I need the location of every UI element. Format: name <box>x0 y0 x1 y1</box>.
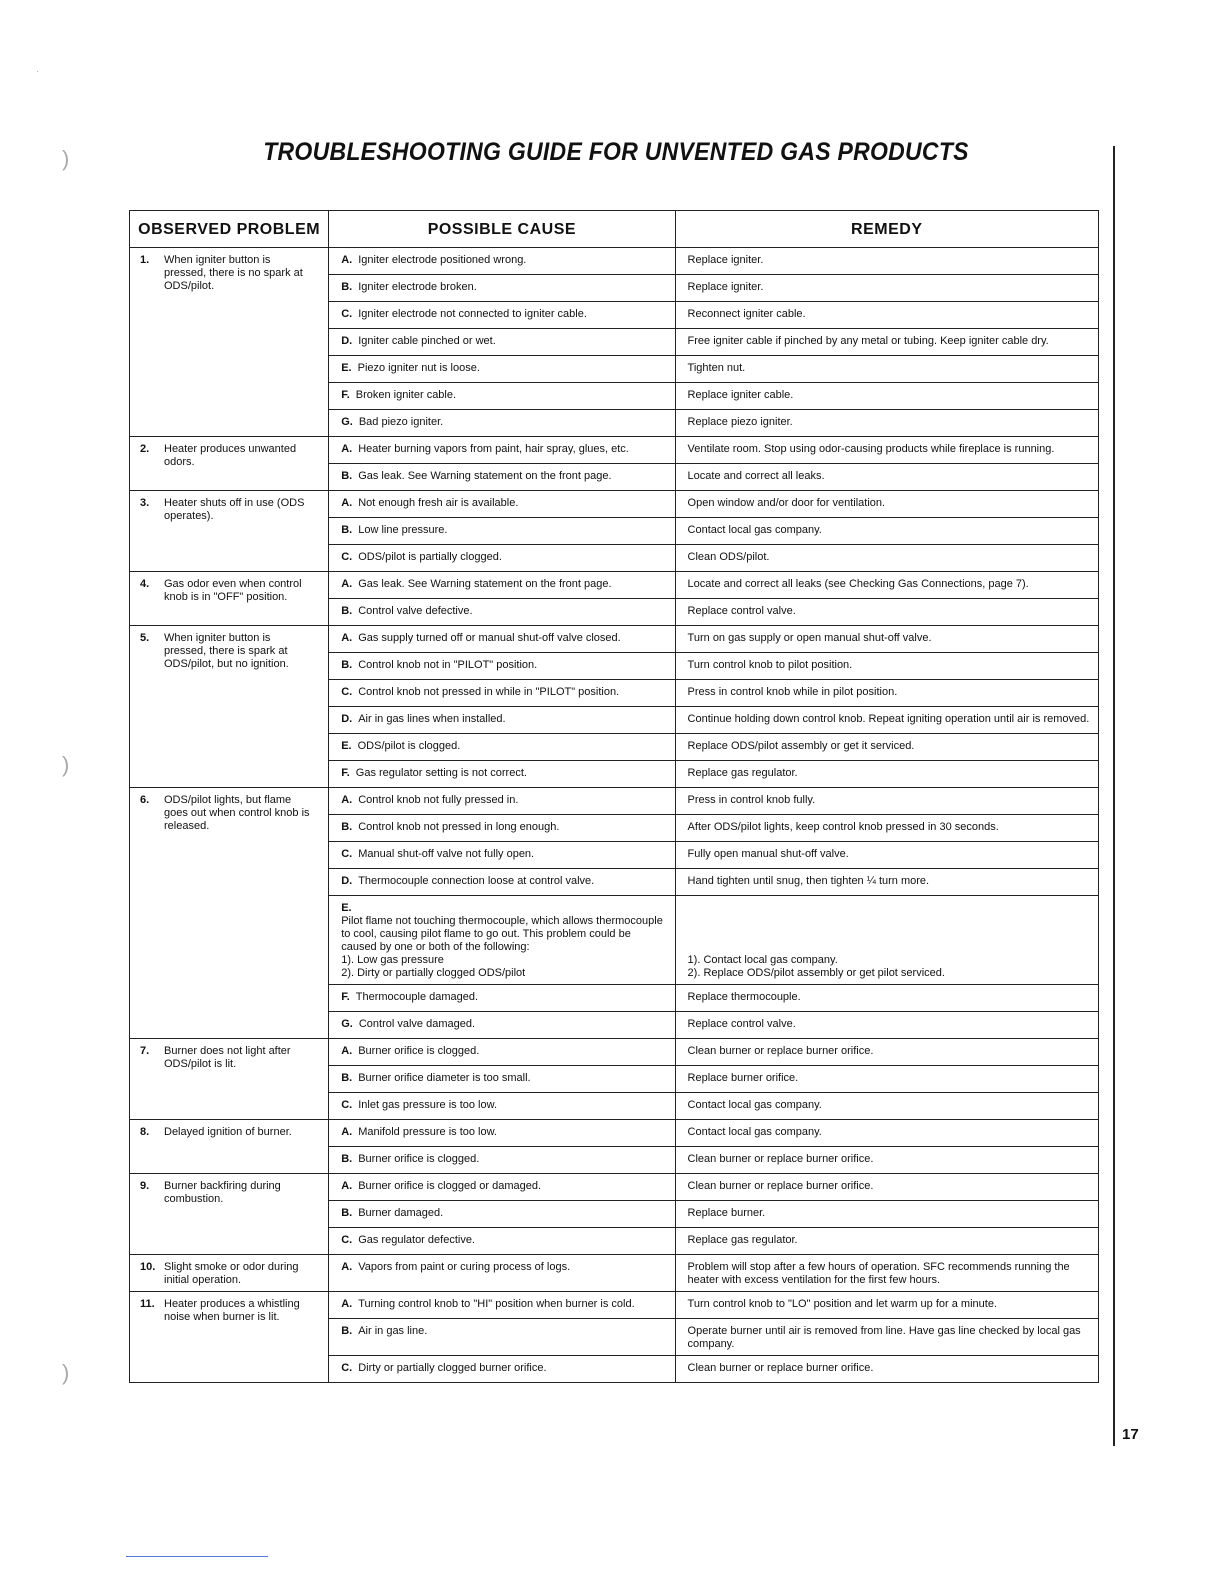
remedy-cell <box>675 302 1098 329</box>
table-row <box>130 437 1099 464</box>
remedy-cell <box>675 410 1098 437</box>
possible-cause-cell <box>329 356 675 383</box>
cause-letter: A. <box>341 632 353 644</box>
observed-problem-cell <box>130 248 329 437</box>
remedy-cell <box>675 1147 1098 1174</box>
remedy-text: Turn control knob to "LO" position and let warm up for a minute. <box>687 1298 997 1310</box>
observed-problem-cell <box>130 626 329 788</box>
cause-text: Vapors from paint or curing process of logs. <box>358 1261 571 1273</box>
remedy-text: Replace burner. <box>687 1207 766 1219</box>
cause-letter: C. <box>341 308 353 320</box>
remedy-cell <box>675 383 1098 410</box>
possible-cause-cell <box>329 788 675 815</box>
cause-text: Bad piezo igniter. <box>358 416 444 428</box>
problem-number: 9. <box>140 1180 150 1192</box>
remedy-text: Clean burner or replace burner orifice. <box>687 1180 874 1192</box>
possible-cause-cell <box>329 1120 675 1147</box>
cause-text: Gas supply turned off or manual shut-off valve closed. <box>358 632 621 644</box>
cause-letter: B. <box>341 605 353 617</box>
possible-cause-cell <box>329 707 675 734</box>
cause-letter: B. <box>341 659 353 671</box>
problem-number: 2. <box>140 443 150 455</box>
possible-cause-cell <box>329 734 675 761</box>
remedy-cell <box>675 599 1098 626</box>
page-title: TROUBLESHOOTING GUIDE FOR UNVENTED GAS PRODUCTS <box>263 138 969 166</box>
possible-cause-cell <box>329 518 675 545</box>
possible-cause-cell <box>329 1255 675 1292</box>
possible-cause-cell <box>329 1356 675 1383</box>
remedy-text: Contact local gas company. <box>687 1126 822 1138</box>
cause-text: Gas leak. See Warning statement on the front page. <box>358 470 612 482</box>
possible-cause-cell <box>329 410 675 437</box>
cause-text: Igniter electrode broken. <box>358 281 477 293</box>
remedy-cell <box>675 1066 1098 1093</box>
remedy-cell <box>675 1120 1098 1147</box>
possible-cause-cell <box>329 545 675 572</box>
remedy-text: Replace control valve. <box>687 1018 796 1030</box>
cause-text: ODS/pilot is partially clogged. <box>358 551 502 563</box>
cause-letter: D. <box>341 713 353 725</box>
remedy-text: Open window and/or door for ventilation. <box>687 497 886 509</box>
remedy-cell <box>675 329 1098 356</box>
remedy-cell <box>675 1319 1098 1356</box>
problem-number: 1. <box>140 254 150 266</box>
problem-number: 5. <box>140 632 150 644</box>
cause-text: Control knob not pressed in long enough. <box>358 821 560 833</box>
cause-text: Manual shut-off valve not fully open. <box>358 848 535 860</box>
remedy-text: Clean burner or replace burner orifice. <box>687 1045 874 1057</box>
cause-letter: A. <box>341 443 353 455</box>
cause-text: Igniter electrode not connected to igniter cable. <box>358 308 587 320</box>
remedy-cell <box>675 518 1098 545</box>
table-row <box>130 788 1099 815</box>
remedy-cell <box>675 572 1098 599</box>
remedy-cell <box>675 248 1098 275</box>
remedy-text: Replace igniter. <box>687 254 764 266</box>
table-row <box>130 1120 1099 1147</box>
cause-text: Low line pressure. <box>358 524 448 536</box>
possible-cause-cell <box>329 1292 675 1319</box>
remedy-text: Clean ODS/pilot. <box>687 551 770 563</box>
cause-letter: A. <box>341 1298 353 1310</box>
remedy-text: Replace igniter cable. <box>687 389 794 401</box>
possible-cause-cell <box>329 653 675 680</box>
cause-text: Igniter cable pinched or wet. <box>358 335 496 347</box>
remedy-text: Press in control knob while in pilot position. <box>687 686 898 698</box>
remedy-text: Clean burner or replace burner orifice. <box>687 1153 874 1165</box>
possible-cause-cell <box>329 761 675 788</box>
remedy-cell <box>675 1292 1098 1319</box>
observed-problem-cell <box>130 1292 329 1383</box>
remedy-cell <box>675 680 1098 707</box>
observed-problem-cell <box>130 1174 329 1255</box>
remedy-cell <box>675 491 1098 518</box>
possible-cause-cell <box>329 329 675 356</box>
cause-text: Burner orifice is clogged or damaged. <box>358 1180 542 1192</box>
cause-text: Burner damaged. <box>358 1207 444 1219</box>
remedy-text: Replace ODS/pilot assembly or get it serviced. <box>687 740 915 752</box>
possible-cause-cell <box>329 1039 675 1066</box>
remedy-text: Locate and correct all leaks (see Checking Gas Connections, page 7). <box>687 578 1029 590</box>
cause-text: Control valve damaged. <box>358 1018 476 1030</box>
remedy-cell <box>675 626 1098 653</box>
cause-letter: E. <box>341 740 352 752</box>
cause-letter: C. <box>341 1362 353 1374</box>
cause-letter: A. <box>341 578 353 590</box>
problem-number: 3. <box>140 497 150 509</box>
possible-cause-cell <box>329 599 675 626</box>
cause-text: Burner orifice is clogged. <box>358 1153 480 1165</box>
problem-text: Delayed ignition of burner. <box>164 1126 292 1138</box>
remedy-cell <box>675 356 1098 383</box>
remedy-text: Continue holding down control knob. Repeat igniting operation until air is removed. <box>687 713 1090 725</box>
remedy-text: Replace control valve. <box>687 605 796 617</box>
possible-cause-cell <box>329 1147 675 1174</box>
remedy-cell <box>675 815 1098 842</box>
possible-cause-cell <box>329 1093 675 1120</box>
remedy-text: Contact local gas company. <box>687 524 822 536</box>
problem-number: 7. <box>140 1045 150 1057</box>
header-observed-problem: OBSERVED PROBLEM <box>130 211 329 248</box>
table-row <box>130 1039 1099 1066</box>
remedy-text: Reconnect igniter cable. <box>687 308 806 320</box>
observed-problem-cell <box>130 572 329 626</box>
cause-letter: B. <box>341 821 353 833</box>
remedy-text: Turn control knob to pilot position. <box>687 659 853 671</box>
problem-number: 11. <box>140 1298 155 1310</box>
margin-punch-mark: ) <box>62 146 70 171</box>
remedy-cell <box>675 1039 1098 1066</box>
possible-cause-cell <box>329 572 675 599</box>
possible-cause-cell <box>329 1228 675 1255</box>
remedy-cell <box>675 842 1098 869</box>
remedy-text: Tighten nut. <box>687 362 746 374</box>
possible-cause-cell <box>329 1174 675 1201</box>
remedy-cell <box>675 761 1098 788</box>
cause-text: Burner orifice diameter is too small. <box>358 1072 531 1084</box>
header-possible-cause: POSSIBLE CAUSE <box>329 211 675 248</box>
observed-problem-cell <box>130 437 329 491</box>
remedy-text: After ODS/pilot lights, keep control knob pressed in 30 seconds. <box>687 821 999 833</box>
cause-letter: A. <box>341 1126 353 1138</box>
possible-cause-cell <box>329 383 675 410</box>
problem-text: Burner backfiring during combustion. <box>164 1180 281 1205</box>
possible-cause-cell <box>329 842 675 869</box>
observed-problem-cell <box>130 1039 329 1120</box>
problem-text: Heater shuts off in use (ODS operates). <box>164 497 305 522</box>
remedy-cell <box>675 1012 1098 1039</box>
cause-letter: G. <box>341 1018 353 1030</box>
table-body <box>130 248 1099 1383</box>
possible-cause-cell <box>329 275 675 302</box>
cause-letter: A. <box>341 497 353 509</box>
possible-cause-cell <box>329 437 675 464</box>
possible-cause-cell <box>329 815 675 842</box>
margin-punch-mark: ) <box>62 752 70 777</box>
possible-cause-cell <box>329 1319 675 1356</box>
remedy-text: Replace gas regulator. <box>687 767 798 779</box>
observed-problem-cell <box>130 788 329 1039</box>
remedy-cell <box>675 437 1098 464</box>
cause-letter: B. <box>341 1207 353 1219</box>
cause-letter: A. <box>341 254 353 266</box>
cause-letter: E. <box>341 362 352 374</box>
remedy-cell <box>675 275 1098 302</box>
cause-letter: D. <box>341 875 353 887</box>
remedy-text: Replace burner orifice. <box>687 1072 799 1084</box>
problem-text: When igniter button is pressed, there is no spark at ODS/pilot. <box>164 254 303 292</box>
cause-letter: B. <box>341 1325 353 1337</box>
table-row <box>130 1292 1099 1319</box>
remedy-cell <box>675 707 1098 734</box>
cause-letter: C. <box>341 1234 353 1246</box>
page-number: 17 <box>1122 1426 1139 1443</box>
header-row <box>130 211 1099 248</box>
cause-text: Dirty or partially clogged burner orifice. <box>358 1362 547 1374</box>
cause-letter: B. <box>341 1072 353 1084</box>
problem-text: Heater produces unwanted odors. <box>164 443 297 468</box>
observed-problem-cell <box>130 491 329 572</box>
remedy-text: Turn on gas supply or open manual shut-off valve. <box>687 632 932 644</box>
remedy-text: Replace thermocouple. <box>687 991 801 1003</box>
cause-letter: F. <box>341 991 350 1003</box>
margin-punch-mark: ) <box>62 1360 70 1385</box>
remedy-cell <box>675 734 1098 761</box>
cause-letter: D. <box>341 335 353 347</box>
remedy-text: Locate and correct all leaks. <box>687 470 825 482</box>
cause-text: Control knob not in "PILOT" position. <box>358 659 538 671</box>
cause-letter: B. <box>341 281 353 293</box>
cause-letter: E. <box>341 902 352 914</box>
remedy-text: Operate burner until air is removed from line. Have gas line checked by local gas company. <box>687 1325 1081 1350</box>
table-row <box>130 1255 1099 1292</box>
observed-problem-cell <box>130 1255 329 1292</box>
cause-letter: B. <box>341 1153 353 1165</box>
remedy-cell <box>675 985 1098 1012</box>
cause-text: Gas regulator setting is not correct. <box>355 767 527 779</box>
problem-text: Burner does not light after ODS/pilot is lit. <box>164 1045 291 1070</box>
possible-cause-cell <box>329 1012 675 1039</box>
cause-text: Gas leak. See Warning statement on the front page. <box>358 578 612 590</box>
table-row <box>130 248 1099 275</box>
remedy-cell <box>675 896 1098 985</box>
table-row <box>130 572 1099 599</box>
observed-problem-cell <box>130 1120 329 1174</box>
remedy-cell <box>675 1356 1098 1383</box>
cause-text: Control knob not fully pressed in. <box>358 794 519 806</box>
remedy-cell <box>675 1093 1098 1120</box>
cause-letter: A. <box>341 1180 353 1192</box>
remedy-text: Fully open manual shut-off valve. <box>687 848 849 860</box>
remedy-cell <box>675 869 1098 896</box>
cause-text: Air in gas line. <box>358 1325 428 1337</box>
cause-text: ODS/pilot is clogged. <box>357 740 461 752</box>
cause-text: Thermocouple damaged. <box>355 991 479 1003</box>
remedy-text: Press in control knob fully. <box>687 794 816 806</box>
cause-text: Not enough fresh air is available. <box>358 497 519 509</box>
problem-text: Gas odor even when control knob is in "OFF" position. <box>164 578 302 603</box>
cause-letter: B. <box>341 524 353 536</box>
problem-text: When igniter button is pressed, there is spark at ODS/pilot, but no ignition. <box>164 632 289 670</box>
remedy-text: Replace gas regulator. <box>687 1234 798 1246</box>
cause-letter: F. <box>341 389 350 401</box>
remedy-cell <box>675 788 1098 815</box>
cause-letter: A. <box>341 1045 353 1057</box>
margin-speck: · <box>36 66 40 77</box>
remedy-cell <box>675 464 1098 491</box>
possible-cause-cell <box>329 869 675 896</box>
problem-number: 8. <box>140 1126 150 1138</box>
possible-cause-cell <box>329 985 675 1012</box>
remedy-text: Free igniter cable if pinched by any metal or tubing. Keep igniter cable dry. <box>687 335 1049 347</box>
possible-cause-cell <box>329 626 675 653</box>
possible-cause-cell <box>329 302 675 329</box>
problem-text: Heater produces a whistling noise when burner is lit. <box>164 1298 300 1323</box>
problem-number: 10. <box>140 1261 156 1273</box>
remedy-text: 1). Contact local gas company. 2). Replace ODS/pilot assembly or get pilot serviced. <box>687 954 945 979</box>
footer-link-line <box>126 1556 268 1557</box>
cause-letter: A. <box>341 794 353 806</box>
cause-letter: C. <box>341 848 353 860</box>
header-remedy: REMEDY <box>675 211 1098 248</box>
remedy-text: Clean burner or replace burner orifice. <box>687 1362 874 1374</box>
possible-cause-cell <box>329 464 675 491</box>
cause-text: Manifold pressure is too low. <box>358 1126 497 1138</box>
remedy-text: Contact local gas company. <box>687 1099 822 1111</box>
cause-text: Burner orifice is clogged. <box>358 1045 480 1057</box>
right-margin-rule <box>1113 146 1115 1446</box>
possible-cause-cell <box>329 491 675 518</box>
cause-letter: C. <box>341 686 353 698</box>
remedy-cell <box>675 1228 1098 1255</box>
possible-cause-cell <box>329 896 675 985</box>
problem-text: ODS/pilot lights, but flame goes out when control knob is released. <box>164 794 310 832</box>
cause-letter: A. <box>341 1261 353 1273</box>
remedy-text: Ventilate room. Stop using odor-causing products while fireplace is running. <box>687 443 1055 455</box>
cause-letter: B. <box>341 470 353 482</box>
remedy-cell <box>675 1201 1098 1228</box>
cause-text: Thermocouple connection loose at control valve. <box>358 875 595 887</box>
cause-text: Pilot flame not touching thermocouple, which allows thermocouple to cool, causing pilot flame to go out. This problem could be caused by one or both of the following: 1). Low gas pressure 2). Dirty or partially clogged ODS/pilot <box>341 915 663 979</box>
problem-number: 4. <box>140 578 150 590</box>
cause-text: Gas regulator defective. <box>358 1234 475 1246</box>
cause-text: Air in gas lines when installed. <box>358 713 506 725</box>
remedy-cell <box>675 653 1098 680</box>
table-row <box>130 491 1099 518</box>
possible-cause-cell <box>329 1201 675 1228</box>
problem-number: 6. <box>140 794 150 806</box>
cause-text: Broken igniter cable. <box>355 389 457 401</box>
table-row <box>130 1174 1099 1201</box>
troubleshooting-table <box>129 210 1099 1383</box>
cause-letter: G. <box>341 416 353 428</box>
cause-text: Inlet gas pressure is too low. <box>358 1099 497 1111</box>
possible-cause-cell <box>329 1066 675 1093</box>
cause-text: Control knob not pressed in while in "PILOT" position. <box>358 686 620 698</box>
remedy-text: Replace igniter. <box>687 281 764 293</box>
cause-letter: C. <box>341 1099 353 1111</box>
possible-cause-cell <box>329 680 675 707</box>
remedy-text: Replace piezo igniter. <box>687 416 793 428</box>
problem-text: Slight smoke or odor during initial operation. <box>164 1261 299 1286</box>
table-row <box>130 626 1099 653</box>
remedy-cell <box>675 1255 1098 1292</box>
cause-letter: C. <box>341 551 353 563</box>
remedy-text: Hand tighten until snug, then tighten ¼ turn more. <box>687 875 930 887</box>
remedy-cell <box>675 1174 1098 1201</box>
remedy-cell <box>675 545 1098 572</box>
remedy-text: Problem will stop after a few hours of operation. SFC recommends running the heater with excess ventilation for the first few hours. <box>687 1261 1070 1286</box>
cause-text: Igniter electrode positioned wrong. <box>358 254 527 266</box>
cause-text: Heater burning vapors from paint, hair spray, glues, etc. <box>358 443 629 455</box>
possible-cause-cell <box>329 248 675 275</box>
cause-text: Turning control knob to "HI" position when burner is cold. <box>358 1298 635 1310</box>
cause-text: Control valve defective. <box>358 605 473 617</box>
cause-text: Piezo igniter nut is loose. <box>357 362 480 374</box>
cause-letter: F. <box>341 767 350 779</box>
